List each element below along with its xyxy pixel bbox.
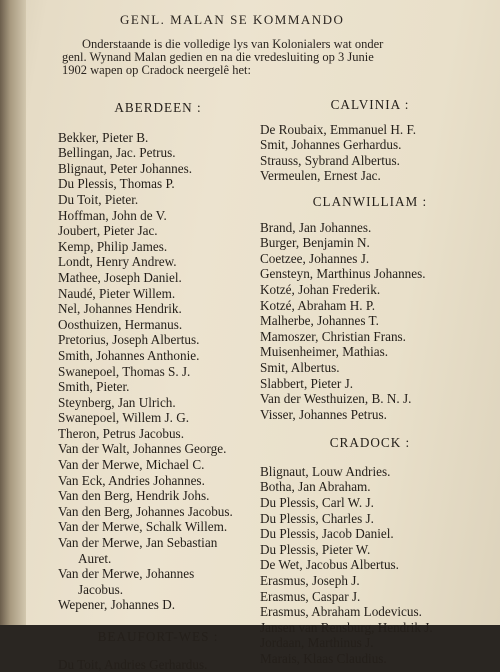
- left-column: [58, 100, 258, 672]
- list-item: Blignaut, Louw Andries.: [260, 463, 391, 479]
- list-item: Naudé, Pieter Willem.: [58, 285, 176, 301]
- list-item: Van der Merwe, Michael C.: [58, 457, 205, 473]
- list-item: Wepener, Johannes D.: [58, 597, 176, 613]
- right-column: [260, 97, 480, 667]
- list-item: Mamoszer, Christian Frans.: [260, 328, 406, 344]
- list-item: Bekker, Pieter B.: [58, 129, 149, 145]
- list-item: Erasmus, Joseph J.: [260, 573, 360, 589]
- list-item: Mathee, Joseph Daniel.: [58, 269, 182, 285]
- list-item-continuation: Jacobus.: [78, 581, 124, 597]
- intro-paragraph: [62, 38, 474, 77]
- list-item: Blignaut, Peter Johannes.: [58, 160, 193, 176]
- book-gutter: [0, 0, 26, 625]
- section-heading-clanwilliam: CLANWILLIAM :: [312, 193, 428, 209]
- list-item: Du Plessis, Jacob Daniel.: [260, 526, 394, 542]
- list-item: Jansen van Rensburg, Hendrik J.: [260, 619, 433, 635]
- page-title: GENL. MALAN SE KOMMANDO: [120, 12, 345, 27]
- list-item: Londt, Henry Andrew.: [58, 254, 177, 270]
- list-item: Van der Merwe, Schalk Willem.: [58, 519, 228, 535]
- list-item: Van der Walt, Johannes George.: [58, 441, 227, 457]
- list-item: Smith, Johannes Anthonie.: [58, 347, 200, 363]
- list-item: Visser, Johannes Petrus.: [260, 406, 387, 422]
- list-item: Du Plessis, Carl W. J.: [260, 495, 374, 511]
- list-item: Burger, Benjamin N.: [260, 235, 370, 251]
- list-item: Du Toit, Pieter.: [58, 191, 139, 207]
- intro-line: 1902 wapen op Cradock neergelê het:: [62, 63, 251, 77]
- list-item: Du Plessis, Thomas P.: [58, 176, 175, 192]
- list-item: Nel, Johannes Hendrik.: [58, 301, 182, 317]
- list-item: Kemp, Philip James.: [58, 238, 168, 254]
- list-item: Smit, Johannes Gerhardus.: [260, 137, 402, 153]
- list-item: Hoffman, John de V.: [58, 207, 167, 223]
- list-item: Brand, Jan Johannes.: [260, 219, 372, 235]
- list-item: Coetzee, Johannes J.: [260, 250, 370, 266]
- list-item: Van den Berg, Johannes Jacobus.: [58, 503, 233, 519]
- list-item: Oosthuizen, Hermanus.: [58, 316, 183, 332]
- section-heading-cradock: CRADOCK :: [329, 435, 411, 451]
- list-item: Van der Merwe, Johannes: [58, 566, 195, 582]
- list-item: Kotzé, Johan Frederik.: [260, 281, 381, 297]
- list-item-continuation: Auret.: [78, 550, 112, 566]
- list-item: Joubert, Pieter Jac.: [58, 223, 158, 239]
- list-item: Muisenheimer, Mathias.: [260, 344, 389, 360]
- intro-line: Onderstaande is die volledige lys van Kolonialers wat onder: [82, 37, 384, 51]
- section-heading-beaufort-wes: BEAUFORT-WES :: [97, 629, 219, 644]
- list-item: De Roubaix, Emmanuel H. F.: [260, 121, 417, 137]
- list-item: Botha, Jan Abraham.: [260, 479, 371, 495]
- list-item: Bellingan, Jac. Petrus.: [58, 145, 176, 161]
- list-item: Marais, Klaas Claudius.: [260, 651, 387, 666]
- list-item: Strauss, Sybrand Albertus.: [260, 152, 400, 168]
- list-item: Vermeulen, Ernest Jac.: [260, 168, 381, 184]
- list-item: Kotzé, Abraham H. P.: [260, 297, 376, 313]
- list-item: Slabbert, Pieter J.: [260, 375, 354, 391]
- list-item: Van den Berg, Hendrik Johs.: [58, 488, 210, 504]
- list-item: Pretorius, Joseph Albertus.: [58, 332, 200, 348]
- section-heading-calvinia: CALVINIA :: [330, 97, 410, 112]
- list-item: Du Plessis, Charles J.: [260, 510, 374, 526]
- list-item: Du Toit, Andries Gerhardus.: [58, 656, 208, 672]
- list-item: Van der Merwe, Jan Sebastian: [58, 535, 218, 551]
- list-item: Jordaan, Marthinus J.: [260, 635, 374, 651]
- list-item: Smith, Pieter.: [58, 379, 130, 395]
- intro-line: genl. Wynand Malan gedien en na die vredesluiting op 3 Junie: [62, 50, 374, 64]
- list-item: Smit, Albertus.: [260, 359, 340, 375]
- section-heading-aberdeen: ABERDEEN :: [114, 100, 202, 115]
- list-item: Erasmus, Abraham Lodevicus.: [260, 604, 422, 620]
- list-item: Swanepoel, Thomas S. J.: [58, 363, 191, 379]
- list-item: Swanepoel, Willem J. G.: [58, 410, 190, 426]
- list-item: Du Plessis, Pieter W.: [260, 541, 371, 557]
- list-item: Van der Westhuizen, B. N. J.: [260, 391, 412, 407]
- list-item: Van Eck, Andries Johannes.: [58, 472, 205, 488]
- list-item: Gensteyn, Marthinus Johannes.: [260, 266, 426, 282]
- list-item: Erasmus, Caspar J.: [260, 588, 361, 604]
- list-item: Theron, Petrus Jacobus.: [58, 425, 184, 441]
- list-item: De Wet, Jacobus Albertus.: [260, 557, 399, 573]
- list-item: Malherbe, Johannes T.: [260, 313, 379, 329]
- list-item: Steynberg, Jan Ulrich.: [58, 394, 176, 410]
